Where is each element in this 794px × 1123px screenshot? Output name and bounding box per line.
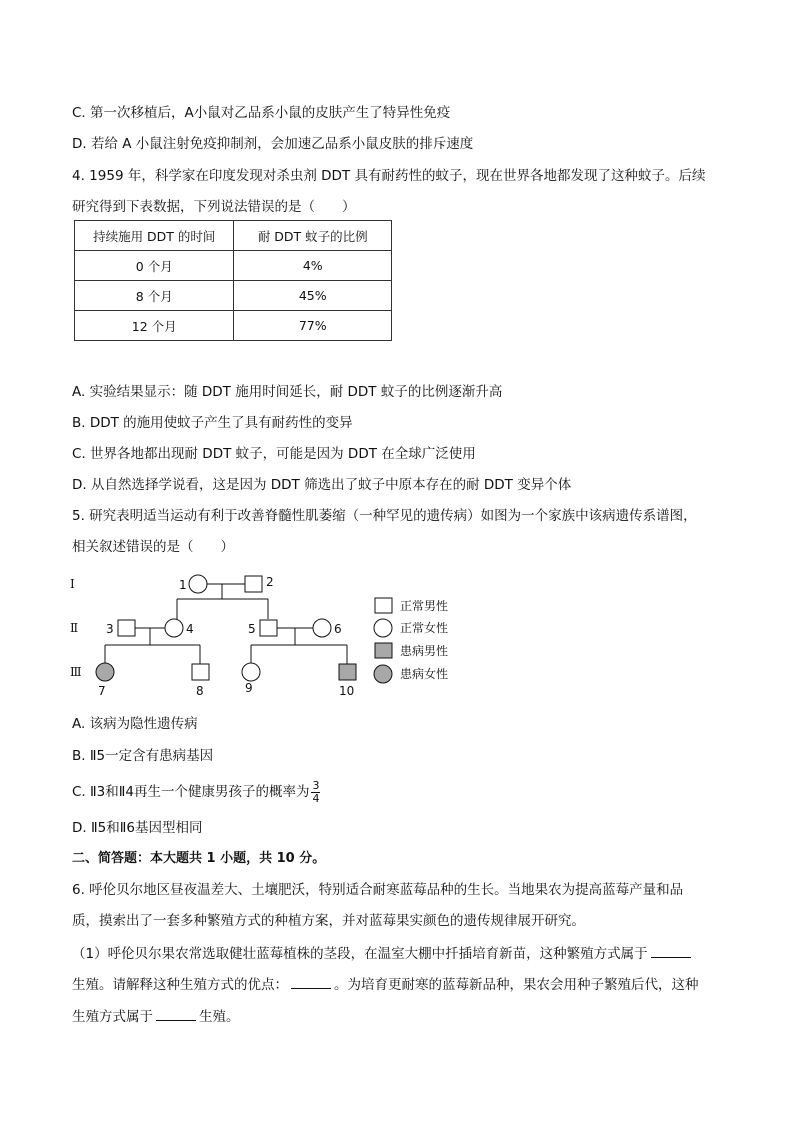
ddt-table (74, 220, 392, 341)
q6-stem-line2: 质，摸索出了一套多种繁殖方式的种植方案，并对蓝莓果实颜色的遗传规律展开研究。 (72, 913, 585, 929)
generation-label-i: Ⅰ (70, 577, 75, 591)
individual-i1-normal-female (189, 575, 207, 593)
q5-stem-line2: 相关叙述错误的是（ ） (72, 539, 234, 555)
table-cell: 77% (234, 311, 392, 341)
individual-i2-normal-male (245, 576, 262, 592)
legend-affected-male-symbol (375, 643, 392, 658)
individual-ii4-normal-female (165, 619, 183, 637)
individual-label-8: 8 (196, 684, 204, 698)
q4-option-b: B. DDT 的施用使蚊子产生了具有耐药性的变异 (72, 415, 353, 431)
answer-blank-3[interactable] (156, 1006, 196, 1021)
q3-option-d: D. 若给 A 小鼠注射免疫抑制剂，会加速乙品系小鼠皮肤的排斥速度 (72, 136, 474, 152)
individual-label-9: 9 (245, 681, 253, 695)
individual-ii6-normal-female (313, 619, 331, 637)
q4-option-d: D. 从自然选择学说看，这是因为 DDT 筛选出了蚊子中原本存在的耐 DDT 变异个体 (72, 477, 572, 493)
q3-option-c: C. 第一次移植后，A小鼠对乙品系小鼠的皮肤产生了特异性免疫 (72, 105, 451, 121)
generation-label-ii: Ⅱ (70, 621, 79, 635)
q6-part1-line3 (72, 1006, 240, 1027)
q6-part1-line2 (72, 974, 699, 995)
individual-ii5-normal-male (260, 620, 277, 636)
individual-iii8-normal-male (192, 664, 209, 680)
q4-option-c: C. 世界各地都出现耐 DDT 蚊子，可能是因为 DDT 在全球广泛使用 (72, 446, 476, 462)
q6-part1-line1 (72, 943, 694, 964)
table-cell: 4% (234, 251, 392, 281)
legend-affected-female-symbol (374, 665, 392, 683)
q6-part1-text1: （1）呼伦贝尔果农常选取健壮蓝莓植株的茎段，在温室大棚中扦插培育新苗，这种繁殖方式属于 (72, 946, 648, 962)
individual-label-3: 3 (106, 622, 114, 636)
fraction-numerator: 3 (312, 778, 320, 792)
individual-iii9-normal-female (242, 663, 260, 681)
q5-option-c (72, 778, 320, 806)
individual-label-5: 5 (248, 622, 256, 636)
section2-title: 二、简答题：本大题共 1 小题，共 10 分。 (72, 851, 326, 866)
table-header-duration: 持续施用 DDT 的时间 (75, 221, 234, 251)
q4-stem-line2: 研究得到下表数据，下列说法错误的是（ ） (72, 199, 356, 215)
fraction (311, 780, 320, 805)
q4-stem-line1: 4. 1959 年，科学家在印度发现对杀虫剂 DDT 具有耐药性的蚊子，现在世界各地都发现了这种蚊子。后续 (72, 168, 706, 184)
q5-option-c-text: C. Ⅱ3和Ⅱ4再生一个健康男孩子的概率为 (72, 784, 310, 800)
individual-label-10: 10 (339, 684, 355, 698)
q6-part1-text4: 生殖方式属于 (72, 1009, 153, 1025)
q5-option-d: D. Ⅱ5和Ⅱ6基因型相同 (72, 820, 203, 836)
individual-iii7-affected-female (96, 663, 114, 681)
q5-option-b: B. Ⅱ5一定含有患病基因 (72, 748, 214, 764)
q6-stem-line1: 6. 呼伦贝尔地区昼夜温差大、土壤肥沃，特别适合耐寒蓝莓品种的生长。当地果农为提高蓝莓产量和品 (72, 882, 684, 898)
individual-label-1: 1 (179, 578, 187, 592)
table-cell: 8 个月 (75, 281, 234, 311)
legend-affected-female-label: 患病女性 (400, 667, 449, 681)
pedigree-chart (62, 566, 482, 701)
table-cell: 0 个月 (75, 251, 234, 281)
legend-normal-female-symbol (374, 619, 392, 637)
individual-label-4: 4 (186, 622, 194, 636)
individual-iii10-affected-male (339, 664, 356, 680)
q6-part1-text5: 生殖。 (199, 1009, 240, 1025)
legend-affected-male-label: 患病男性 (400, 644, 449, 658)
individual-ii3-normal-male (118, 620, 135, 636)
table-cell: 12 个月 (75, 311, 234, 341)
table-header-resistant-ratio: 耐 DDT 蚊子的比例 (234, 221, 392, 251)
legend-normal-female-label: 正常女性 (400, 621, 449, 635)
q6-part1-text3: 。为培育更耐寒的蓝莓新品种，果农会用种子繁殖后代，这种 (334, 977, 699, 993)
q6-part1-text2: 生殖。请解释这种生殖方式的优点： (72, 977, 288, 993)
individual-label-2: 2 (266, 575, 274, 589)
individual-label-7: 7 (98, 684, 106, 698)
table-row (75, 281, 392, 311)
answer-blank-2[interactable] (291, 974, 331, 989)
answer-blank-1[interactable] (651, 943, 691, 958)
q4-option-a: A. 实验结果显示：随 DDT 施用时间延长，耐 DDT 蚊子的比例逐渐升高 (72, 384, 503, 400)
legend-normal-male-symbol (375, 598, 392, 613)
table-cell: 45% (234, 281, 392, 311)
table-header-row (75, 221, 392, 251)
individual-label-6: 6 (334, 622, 342, 636)
fraction-denominator: 4 (312, 791, 320, 805)
table-row (75, 311, 392, 341)
q5-stem-line1: 5. 研究表明适当运动有利于改善脊髓性肌萎缩（一种罕见的遗传病）如图为一个家族中该病遗传系谱图， (72, 508, 697, 524)
table-row (75, 251, 392, 281)
q5-option-a: A. 该病为隐性遗传病 (72, 716, 198, 732)
generation-label-iii: Ⅲ (70, 665, 82, 679)
legend-normal-male-label: 正常男性 (400, 599, 449, 613)
